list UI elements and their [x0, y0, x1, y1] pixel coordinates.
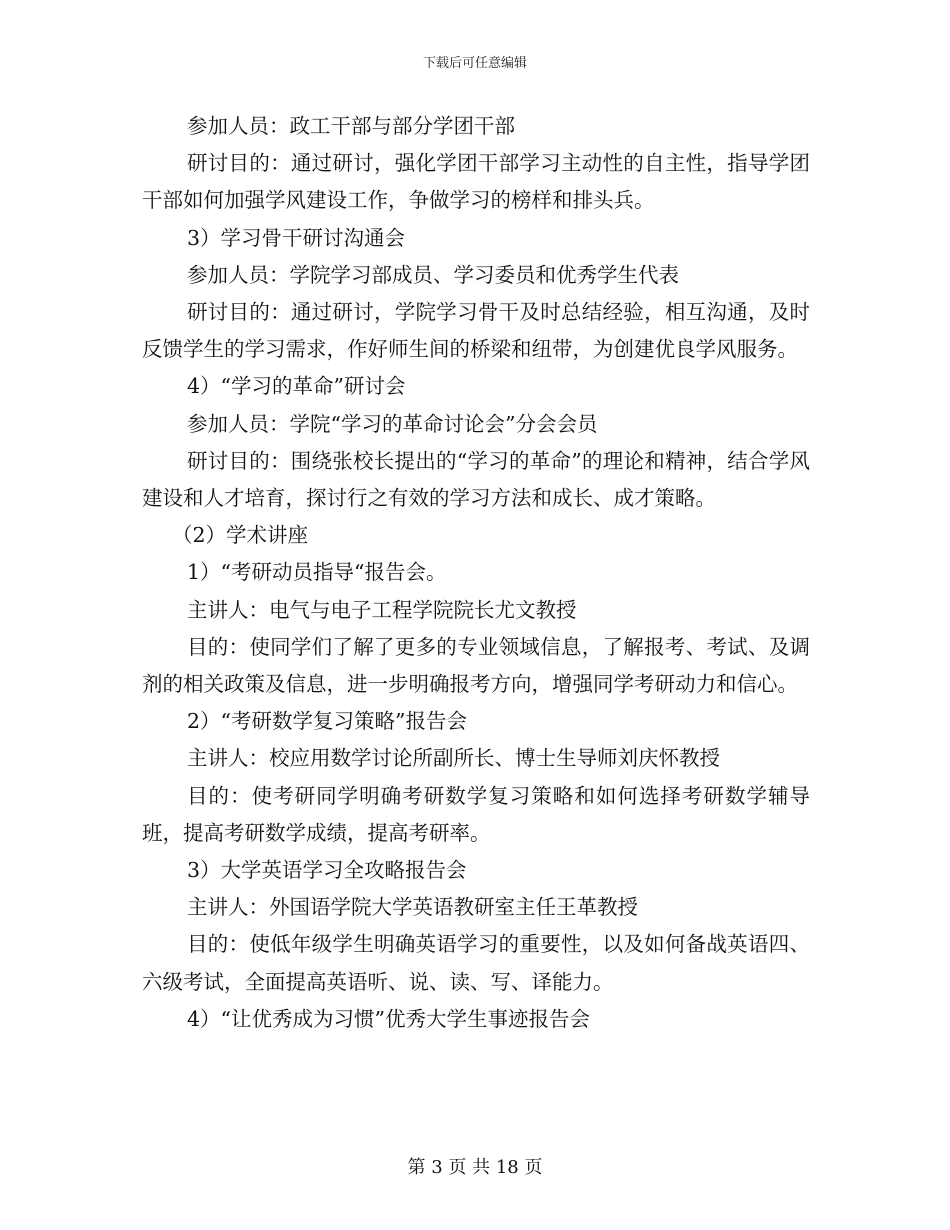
- paragraph: 目的：使低年级学生明确英语学习的重要性，以及如何备战英语四、六级考试，全面提高英语听、说、读、写、译能力。: [142, 932, 810, 994]
- paragraph: 研讨目的：通过研讨，强化学团干部学习主动性的自主性，指导学团干部如何加强学风建设工作，争做学习的榜样和排头兵。: [142, 151, 810, 213]
- paragraph: 目的：使考研同学明确考研数学复习策略和如何选择考研数学辅导班，提高考研数学成绩，提高考研率。: [142, 783, 810, 845]
- page-header: 下载后可任意编辑: [422, 56, 527, 71]
- list-heading: 3）大学英语学习全攻略报告会: [187, 858, 467, 883]
- paragraph: 主讲人：外国语学院大学英语教研室主任王革教授: [187, 895, 638, 920]
- paragraph: 参加人员：学院学习部成员、学习委员和优秀学生代表: [187, 262, 679, 287]
- list-heading: 3）学习骨干研讨沟通会: [187, 225, 406, 250]
- paragraph: 目的：使同学们了解了更多的专业领域信息，了解报考、考试、及调剂的相关政策及信息，进一步明确报考方向，增强同学考研动力和信心。: [142, 634, 810, 697]
- list-heading: 1）“考研动员指导“报告会。: [187, 560, 447, 585]
- paragraph: 参加人员：学院“学习的革命讨论会”分会会员: [187, 411, 598, 436]
- document-body: [142, 108, 810, 1038]
- list-heading: 4）“学习的革命”研讨会: [187, 374, 406, 399]
- list-heading: 4）“让优秀成为习惯”优秀大学生事迹报告会: [187, 1006, 591, 1031]
- page-footer: 第 3 页 共 18 页: [407, 1157, 543, 1178]
- list-heading: 2）“考研数学复习策略”报告会: [187, 709, 468, 734]
- paragraph: 研讨目的：通过研讨，学院学习骨干及时总结经验，相互沟通，及时反馈学生的学习需求，作好师生间的桥梁和纽带，为创建优良学风服务。: [142, 300, 810, 362]
- paragraph: 研讨目的：围绕张校长提出的“学习的革命”的理论和精神，结合学风建设和人才培育，探讨行之有效的学习方法和成长、成才策略。: [142, 448, 810, 511]
- paragraph: 主讲人：校应用数学讨论所副所长、博士生导师刘庆怀教授: [187, 746, 720, 771]
- section-heading: （2）学术讲座: [172, 523, 309, 548]
- paragraph: 参加人员：政工干部与部分学团干部: [187, 114, 515, 138]
- paragraph: 主讲人：电气与电子工程学院院长尤文教授: [187, 597, 577, 622]
